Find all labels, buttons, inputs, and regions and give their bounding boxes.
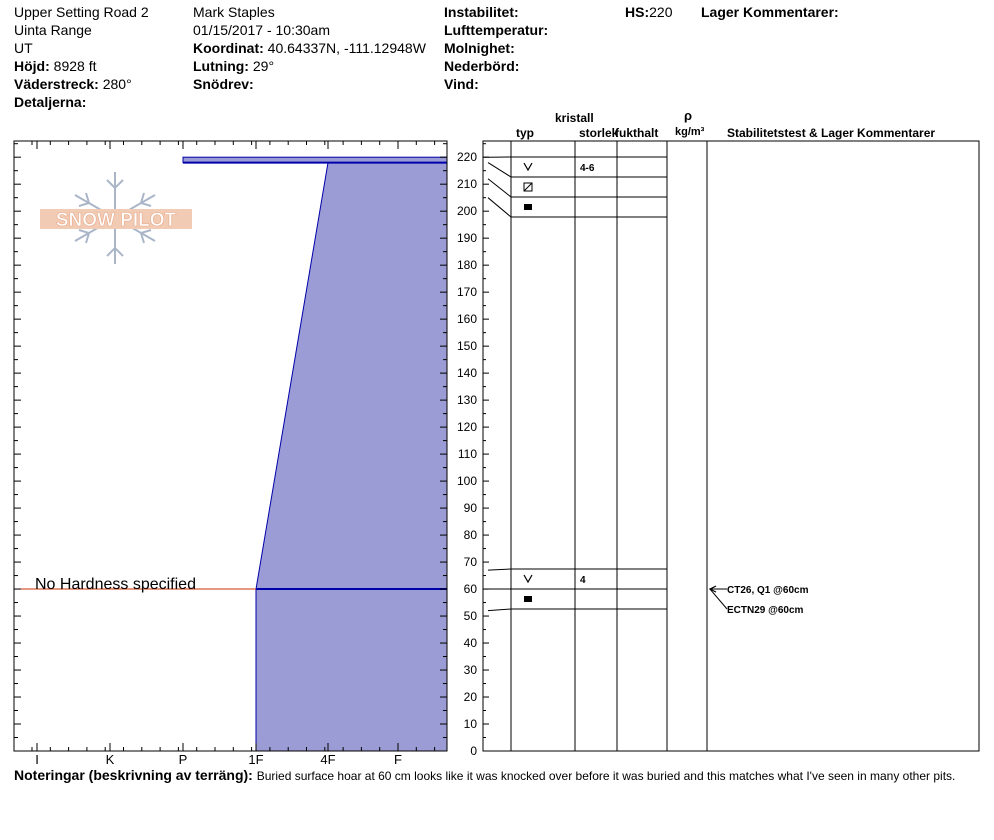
stability-test-1: CT26, Q1 @60cm [727, 585, 809, 596]
crystal-size: 4 [580, 575, 586, 586]
state: UT [14, 40, 33, 56]
range: Uinta Range [14, 22, 92, 38]
y-tick-label-140: 140 [456, 366, 477, 381]
y-tick-label-170: 170 [456, 285, 477, 300]
hardness-label-F: F [394, 752, 402, 767]
hardness-label-K: K [105, 752, 115, 767]
layer-connector [488, 609, 511, 611]
layers-table-frame [483, 141, 979, 751]
hs-label: HS: [625, 4, 650, 20]
no-hardness-annotation: No Hardness specified [35, 576, 196, 593]
y-tick-label-180: 180 [456, 258, 477, 273]
y-tick-label-50: 50 [463, 609, 477, 624]
air-temp-label: Lufttemperatur: [444, 22, 549, 38]
y-tick-label-90: 90 [463, 501, 477, 516]
hardness-label-P: P [178, 752, 188, 767]
y-tick-label-100: 100 [456, 474, 477, 489]
col-size: storlek [579, 126, 619, 140]
elevation-label: Höjd: [14, 58, 50, 74]
col-crystal: kristall [555, 111, 594, 125]
logo [40, 209, 192, 231]
y-tick-label-10: 10 [463, 717, 477, 732]
notes-label: Noteringar (beskrivning av terräng): [14, 767, 253, 783]
logo-text: SNOW PILOT [55, 210, 177, 231]
y-tick-label-40: 40 [463, 636, 477, 651]
layer-connector [488, 163, 511, 177]
layer-connector [488, 198, 511, 217]
layer-connector [488, 179, 511, 197]
crystal-size: 4-6 [580, 163, 595, 174]
layer-connector [488, 569, 511, 570]
col-density-unit: kg/m³ [675, 126, 705, 138]
hardness-label-4F: 4F [320, 752, 336, 767]
y-tick-label-0: 0 [470, 744, 477, 758]
y-tick-label-220: 220 [456, 150, 477, 165]
y-tick-label-120: 120 [456, 420, 477, 435]
surface-hoar-icon [524, 163, 532, 170]
hs-value: 220 [649, 4, 673, 20]
y-tick-label-60: 60 [463, 582, 477, 597]
hardness-fill [256, 163, 447, 751]
instability-label: Instabilitet: [444, 4, 519, 20]
col-rho: ρ [684, 108, 693, 123]
hardness-label-1F: 1F [248, 752, 264, 767]
faceted-icon [524, 596, 532, 602]
slope-label: Lutning: [193, 58, 249, 74]
surface-hoar-icon [524, 575, 532, 582]
hardness-label-I: I [35, 752, 39, 767]
y-tick-label-150: 150 [456, 339, 477, 354]
layer-comments-label: Lager Kommentarer: [701, 4, 839, 20]
notes [14, 767, 955, 784]
details-label: Detaljerna: [14, 94, 87, 110]
sky-label: Molnighet: [444, 40, 515, 56]
col-moisture: fukthalt [615, 126, 659, 140]
coord-value: 40.64337N, -111.12948W [267, 40, 426, 56]
y-tick-label-30: 30 [463, 663, 477, 678]
y-tick-label-70: 70 [463, 555, 477, 570]
col-type: typ [516, 126, 534, 140]
observer: Mark Staples [193, 4, 275, 20]
wind-loading-label: Snödrev: [193, 76, 254, 92]
y-tick-label-80: 80 [463, 528, 477, 543]
aspect-label: Väderstreck: [14, 76, 99, 92]
slope-value: 29° [252, 58, 275, 74]
y-tick-label-20: 20 [463, 690, 477, 705]
elevation-value: 8928 ft [53, 58, 97, 74]
precip-label: Nederbörd: [444, 58, 520, 74]
location: Upper Setting Road 2 [14, 4, 149, 20]
y-tick-label-210: 210 [456, 177, 477, 192]
y-tick-label-160: 160 [456, 312, 477, 327]
faceted-rounded-icon [524, 183, 532, 191]
wind-label: Vind: [444, 76, 479, 92]
y-tick-label-190: 190 [456, 231, 477, 246]
y-tick-label-200: 200 [456, 204, 477, 219]
col-stability: Stabilitetstest & Lager Kommentarer [727, 126, 936, 140]
stability-arrow [710, 589, 727, 609]
aspect-value: 280° [102, 76, 132, 92]
coord-label: Koordinat: [193, 40, 264, 56]
notes-text: Buried surface hoar at 60 cm looks like it was knocked over before it was buried and this matches what I've seen in many other pits. [256, 769, 956, 783]
y-tick-label-110: 110 [457, 447, 477, 462]
y-tick-label-130: 130 [456, 393, 477, 408]
datetime: 01/15/2017 - 10:30am [193, 22, 330, 38]
stability-test-2: ECTN29 @60cm [727, 605, 804, 616]
faceted-icon [524, 204, 532, 210]
